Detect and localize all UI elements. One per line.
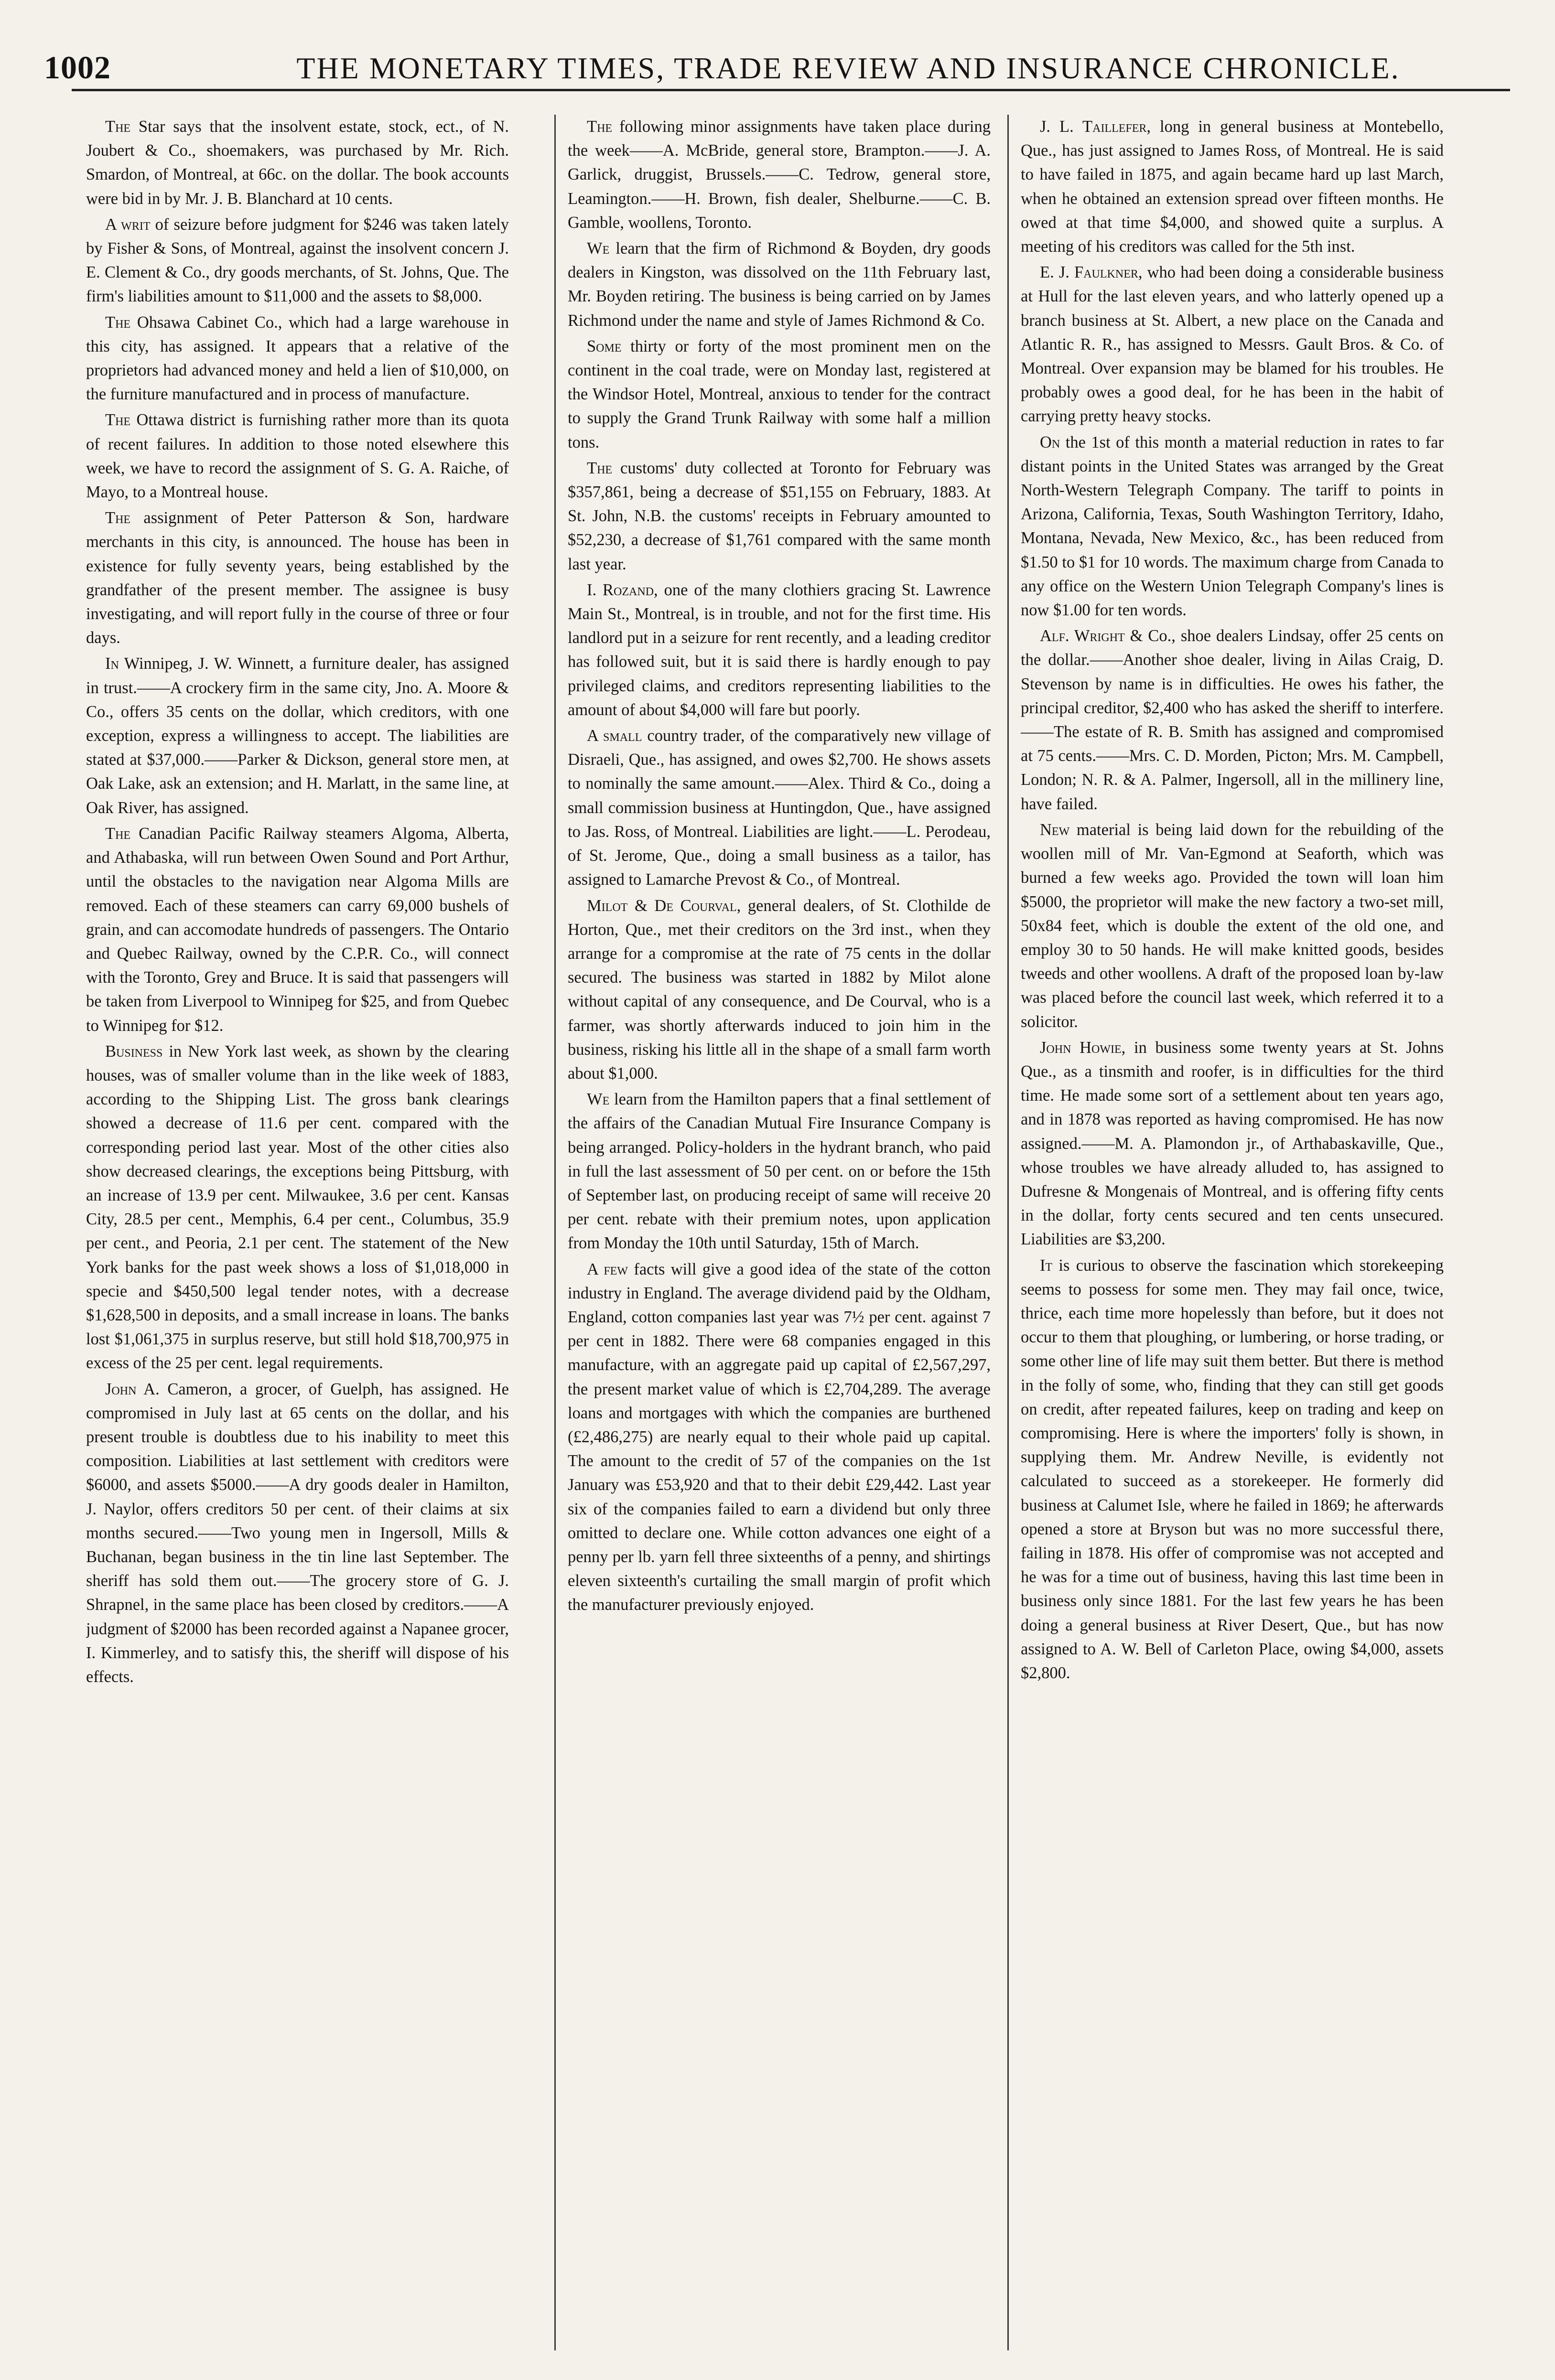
column-2 (568, 115, 991, 2360)
article-paragraph (86, 311, 509, 407)
paragraph-lead: J. L. Taillefer, (1040, 118, 1151, 136)
paragraph-lead: In (105, 654, 119, 673)
paragraph-text: learn from the Hamilton papers that a final settlement of the affairs of the Canadian Mutual Fire Insurance Company is being arranged. Policy-holders in the hydrant branch, who paid in full the last assessment of 50 per cent. on or before the 15th of September last, on producing receipt of same will receive 20 per cent. rebate with their premium notes, upon application from Monday the 10th until Saturday, 15th of March. (568, 1090, 991, 1253)
paragraph-lead: We (587, 1090, 610, 1109)
paragraph-text: material is being laid down for the rebuilding of the woollen mill of Mr. Van-Egmond at Seaforth, which was burned a few weeks ago. Provided the town will loan him $5000, the proprietor will make the new factory a two-set mill, 50x84 feet, which is double the extent of the old one, and employ 30 to 50 hands. He will make knitted goods, besides tweeds and other woollens. A draft of the proposed loan by-law was placed before the council last week, which referred it to a solicitor. (1021, 820, 1444, 1031)
paragraph-text: one of the many clothiers gracing St. Lawrence Main St., Montreal, is in trouble, and not for the first time. His landlord put in a seizure for rent recently, and a leading creditor has followed suit, but it is said there is hardly enough to pay privileged claims, and creditors representing liabilities to the amount of about $4,000 will fare but poorly. (568, 580, 991, 719)
paragraph-text: customs' duty collected at Toronto for February was $357,861, being a decrease of $51,155 on February, 1883. At St. John, N.B. the customs' receipts in February amounted to $52,230, a decrease of $1,761 compared with the same month last year. (568, 459, 991, 573)
paragraph-lead: The (587, 118, 613, 136)
paragraph-lead: The (105, 313, 131, 332)
column-1 (86, 115, 509, 2360)
article-paragraph (1021, 115, 1444, 258)
article-paragraph (568, 724, 991, 891)
paragraph-lead: Alf. Wright (1040, 627, 1125, 645)
paragraph-text: Winnipeg, J. W. Winnett, a furniture dealer, has assigned in trust.——A crockery firm in the same city, Jno. A. Moore & Co., offers 35 cents on the dollar, which creditors, with one exception, express a willingness to accept. The liabilities are stated at $37,000.——Parker & Dickson, general store men, at Oak Lake, ask an extension; and H. Marlatt, in the same line, at Oak River, has assigned. (86, 654, 509, 817)
paragraph-text: Ohsawa Cabinet Co., which had a large warehouse in this city, has assigned. It appears that a relative of the proprietors had advanced money and held a lien of $10,000, on the furniture manufactured and in process of manufacture. (86, 313, 509, 404)
paragraph-lead: A few (587, 1260, 628, 1278)
article-paragraph (1021, 818, 1444, 1034)
article-paragraph (568, 334, 991, 454)
paragraph-text: the 1st of this month a material reduction in rates to far distant points in the United States was arranged by the Great North-Western Telegraph Company. The tariff to points in Arizona, California, Texas, South Washington Territory, Idaho, Montana, Nevada, New Mexico, &c., has been reduced from $1.50 to $1 for 10 words. The maximum charge from Canada to any office on the Western Union Telegraph Company's lines is now $1.00 for ten words. (1021, 433, 1444, 620)
paragraph-lead: A writ (105, 215, 151, 234)
paragraph-text: thirty or forty of the most prominent men on the continent in the coal trade, were on Monday last, registered at the Windsor Hotel, Montreal, anxious to tender for the contract to supply the Grand Trunk Railway with some half a million tons. (568, 337, 991, 451)
paragraph-text: facts will give a good idea of the state of the cotton industry in England. The average dividend paid by the Oldham, England, cotton companies last year was 7½ per cent. against 7 per cent in 1882. There were 68 companies engaged in this manufacture, with an aggregate paid up capital of £2,567,297, the present market value of which is £2,704,289. The average loans and mortgages with which the companies are burthened (£2,486,275) are nearly equal to their whole paid up capital. The amount to the credit of 57 of the companies on the 1st January was £53,920 and that to their debit £29,442. Last year six of the companies failed to earn a dividend but only three omitted to declare one. While cotton advances one eight of a penny per lb. yarn fell three sixteenths of a penny, and shirtings eleven sixteenth's curtailing the small margin of profit which the manufacturer previously enjoyed. (568, 1260, 991, 1614)
paragraph-lead: E. J. Faulkner, (1040, 263, 1143, 282)
paragraph-text: learn that the firm of Richmond & Boyden, dry goods dealers in Kingston, was dissolved on the 11th February last, Mr. Boyden retiring. The business is being carried on by James Richmond under the name and style of James Richmond & Co. (568, 239, 991, 330)
paragraph-text: country trader, of the comparatively new village of Disraeli, Que., has assigned, and owes $2,700. He shows assets to nominally the same amount.——Alex. Third & Co., doing a small commission business at Huntingdon, Que., have assigned to Jas. Ross, of Montreal. Liabilities are light.——L. Perodeau, of St. Jerome, Que., doing a small business as a tailor, has assigned to Lamarche Prevost & Co., of Montreal. (568, 727, 991, 889)
article-paragraph (86, 652, 509, 819)
article-paragraph (1021, 1036, 1444, 1252)
article-paragraph (568, 1087, 991, 1255)
article-paragraph (568, 456, 991, 576)
article-paragraph (568, 236, 991, 332)
paragraph-lead: The (105, 509, 131, 527)
header-rule (72, 89, 1510, 91)
paragraph-lead: It (1040, 1256, 1053, 1275)
paragraph-text: following minor assignments have taken place during the week——A. McBride, general store, Brampton.——J. A. Garlick, druggist, Brussels.——C. Tedrow, general store, Leamington.——H. Brown, fish dealer, Shelburne.——C. B. Gamble, woollens, Toronto. (568, 118, 991, 232)
article-paragraph (86, 822, 509, 1038)
paragraph-text: general dealers, of St. Clothilde de Horton, Que., met their creditors on the 3rd inst., when they arrange for a compromise at the rate of 75 cents in the dollar secured. The business was started in 1882 by Milot alone without capital of any consequence, and De Courval, who is a farmer, was shortly afterwards induced to join him in the business, risking his little all in the shape of a small farm worth about $1,000. (568, 896, 991, 1083)
paragraph-text: assignment of Peter Patterson & Son, hardware merchants in this city, is announced. The house has been in existence for fully seventy years, being established by the grandfather of the present member. The assignee is busy investigating, and will report fully in the course of three or four days. (86, 509, 509, 647)
article-paragraph (86, 1040, 509, 1375)
paragraph-lead: Business (105, 1042, 163, 1061)
paragraph-text: & Co., shoe dealers Lindsay, offer 25 cents on the dollar.——Another shoe dealer, living in Ailas Craig, D. Stevenson by name is in difficulties. He owes his father, the principal creditor, $2,400 who has asked the sheriff to interfere.——The estate of R. B. Smith has assigned and compromised at 75 cents.——Mrs. C. D. Morden, Picton; Mrs. M. Campbell, London; N. R. & A. Palmer, Ingersoll, all in the millinery line, have failed. (1021, 627, 1444, 813)
paragraph-lead: John Howie, (1040, 1038, 1126, 1057)
article-paragraph (568, 578, 991, 722)
paragraph-text: Canadian Pacific Railway steamers Algoma, Alberta, and Athabaska, will run between Owen Sound and Port Arthur, until the obstacles to the navigation near Algoma Mills are removed. Each of these steamers can carry 69,000 bushels of grain, and can accomodate hundreds of passengers. The Ontario and Quebec Railway, owned by the C.P.R. Co., will connect with the Toronto, Grey and Bruce. It is said that passengers will be taken from Liverpool to Winnipeg for $25, and from Quebec to Winnipeg for $12. (86, 824, 509, 1035)
article-paragraph (86, 1377, 509, 1689)
article-paragraph (86, 115, 509, 211)
paragraph-lead: The (105, 824, 131, 843)
paragraph-lead: On (1040, 433, 1060, 451)
paragraph-lead: New (1040, 820, 1070, 839)
column-separator (1007, 115, 1009, 2350)
article-paragraph (1021, 260, 1444, 428)
article-paragraph (1021, 430, 1444, 622)
paragraph-lead: We (587, 239, 610, 258)
paragraph-text: long in general business at Montebello, Que., has just assigned to James Ross, of Montreal. He is said to have failed in 1875, and again became hard up last March, when he obtained an extension spread over fifteen months. He owed at that time $4,000, and showed quite a surplus. A meeting of his creditors was called for the 5th inst. (1021, 118, 1444, 256)
article-paragraph (1021, 624, 1444, 816)
paragraph-text: Star says that the insolvent estate, stock, ect., of N. Joubert & Co., shoemakers, was purchased by Mr. Rich. Smardon, of Montreal, at 66c. on the dollar. The book accounts were bid in by Mr. J. B. Blanchard at 10 cents. (86, 118, 509, 208)
paragraph-text: in business some twenty years at St. Johns Que., as a tinsmith and roofer, is in difficulties for the third time. He made some sort of a settlement about ten years ago, and in 1878 was reported as having compromised. He has now assigned.——M. A. Plamondon jr., of Arthabaskaville, Que., whose troubles we have already alluded to, has assigned to Dufresne & Mongenais of Montreal, and is offering fifty cents in the dollar, forty cents secured and ten cents unsecured. Liabilities are $3,200. (1021, 1038, 1444, 1249)
paragraph-text: of seizure before judgment for $246 was taken lately by Fisher & Sons, of Montreal, against the insolvent concern J. E. Clement & Co., dry goods merchants, of St. Johns, Que. The firm's liabilities amount to $11,000 and the assets to $8,000. (86, 215, 509, 306)
article-paragraph (568, 894, 991, 1086)
article-paragraph (568, 115, 991, 235)
page-number: 1002 (44, 49, 111, 86)
article-paragraph (86, 213, 509, 309)
column-3 (1021, 115, 1444, 2360)
paragraph-lead: Milot & De Courval, (587, 896, 741, 915)
paragraph-lead: The (105, 118, 131, 136)
paragraph-text: who had been doing a considerable business at Hull for the last eleven years, and who latterly opened up a branch business at St. Albert, a new place on the Canada and Atlantic R. R., has assigned to Messrs. Gault Bros. & Co. of Montreal. Over expansion may be blamed for his troubles. He probably owes a good deal, for he has been in the habit of carrying pretty heavy stocks. (1021, 263, 1444, 426)
article-paragraph (568, 1257, 991, 1617)
paragraph-lead: A small (587, 727, 642, 745)
paragraph-text: A. Cameron, a grocer, of Guelph, has assigned. He compromised in July last at 65 cents on the dollar, and his present trouble is doubtless due to his inability to meet this composition. Liabilities at last settlement with creditors were $6000, and assets $5000.——A dry goods dealer in Hamilton, J. Naylor, offers creditors 50 per cent. of their claims at six months secured.——Two young men in Ingersoll, Mills & Buchanan, began business in the tin line last September. The sheriff has sold them out.——The grocery store of G. J. Shrapnel, in the same place has been closed by creditors.——A judgment of $2000 has been recorded against a Napanee grocer, I. Kimmerley, and to satisfy this, the sheriff will dispose of his effects. (86, 1380, 509, 1686)
paragraph-lead: The (105, 411, 131, 429)
paragraph-lead: Some (587, 337, 622, 355)
paragraph-text: in New York last week, as shown by the clearing houses, was of smaller volume than in the like week of 1883, according to the Shipping List. The gross bank clearings showed a decrease of 11.6 per cent. compared with the corresponding period last year. Most of the other cities also show decreased clearings, the exceptions being Pittsburg, with an increase of 13.9 per cent. Milwaukee, 3.6 per cent. Kansas City, 28.5 per cent., Memphis, 6.4 per cent., Columbus, 35.9 per cent., and Peoria, 2.1 per cent. The statement of the New York banks for the past week shows a loss of $1,018,000 in specie and $450,500 legal tender notes, with a decrease $1,628,500 in deposits, and a small increase in loans. The banks lost $1,061,375 in surplus reserve, but still hold $18,700,975 in excess of the 25 per cent. legal requirements. (86, 1042, 509, 1372)
paragraph-lead: I. Rozand, (587, 580, 658, 599)
column-separator (554, 115, 556, 2350)
paragraph-text: Ottawa district is furnishing rather more than its quota of recent failures. In addition to those noted elsewhere this week, we have to record the assignment of S. G. A. Raiche, of Mayo, to a Montreal house. (86, 411, 509, 502)
article-paragraph (86, 408, 509, 504)
paragraph-lead: John (105, 1380, 137, 1398)
paragraph-lead: The (587, 459, 613, 477)
article-paragraph (1021, 1254, 1444, 1685)
article-paragraph (86, 506, 509, 650)
running-head: THE MONETARY TIMES, TRADE REVIEW AND INSURANCE CHRONICLE. (296, 51, 1400, 85)
paragraph-text: is curious to observe the fascination which storekeeping seems to possess for some men. They may fail once, twice, thrice, each time more hopelessly than before, but it does not occur to them that ploughing, or lumbering, or horse trading, or some other line of life may suit them better. But there is method in the folly of some, who, finding that they can still get goods on credit, after repeated failures, keep on trading and keep on compromising. Here is where the importers' folly is shown, in supplying them. Mr. Andrew Neville, is evidently not calculated to succeed as a storekeeper. He formerly did business at Calumet Isle, where he failed in 1869; he afterwards opened a store at Bryson but was no more successful there, failing in 1878. His offer of compromise was not accepted and he was for a time out of business, having this last time been in business only since 1881. For the last few years he has been doing a general business at River Desert, Que., but has now assigned to A. W. Bell of Carleton Place, owing $4,000, assets $2,800. (1021, 1256, 1444, 1682)
